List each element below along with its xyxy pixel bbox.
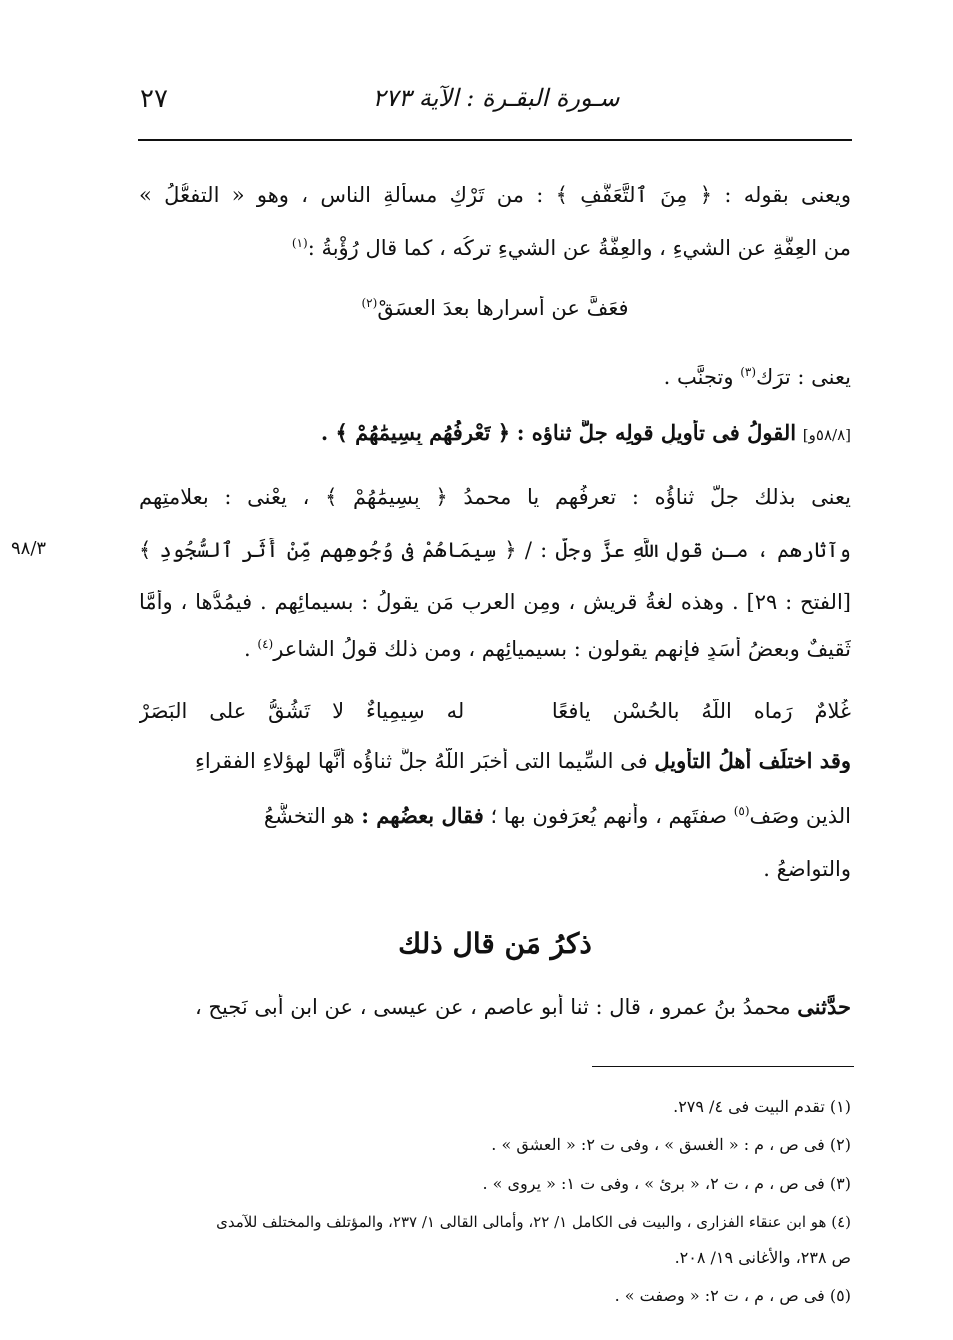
text-line-12 [139,803,851,828]
section-heading: ذكرُ مَن قال ذلك [398,927,592,960]
verse-heading-label: القولُ فى تأويلِ قولِه جلَّ ثناؤه : [516,420,797,445]
text-line-13: والتواضعُ . [763,857,851,881]
poetry-verse-1-text: فعَفَّ عن أسرارِها بعدَ العسَقْ [377,296,629,320]
poetry-verse-2: غُلامٌ رَماه اللَّهُ بالحُسْنِ يافعًا له سِيمِياءٌ لا تَشُقُّ على البَصَرْ [139,699,851,723]
text-line-4 [139,365,851,389]
footnote-separator [592,1066,854,1067]
text-line-4-a: يعنى : ترَك [756,365,851,389]
footnote-1: (١) تقدم البيت فى ٤/ ٢٧٩. [673,1097,851,1116]
page-number: ٢٧ [140,84,168,114]
manuscript-leaf-marker: [٥٨/٨و] [802,426,851,444]
text-line-6: يعنى بذلك جلَّ ثناؤُه : تعرِفُهم يا محمدُ ﴿ بِسِيمَٰهُمْ ﴾ ، يعْنى : بعلامتِهم [139,485,851,509]
poetry-verse-1 [139,296,851,320]
text-line-2-content: من العِفَّةِ عن الشيءِ ، والعِفَّةُ عن الشيءِ تركُه ، كما قال رُؤْبةُ : [307,236,851,260]
text-line-14-bold: حدَّثنى [797,994,851,1019]
text-line-12-c: هو التخشُّعُ [263,804,362,828]
footnote-4-line-2: ص ٢٣٨، والأغانى ١٩/ ٢٠٨. [674,1248,851,1267]
running-title: سـورة البقـرة : الآية ٢٧٣ [372,84,620,112]
footnote-ref-1: (١) [291,236,308,250]
text-line-12-bold: فقال بعضُهم : [361,803,484,828]
text-line-9 [139,637,851,661]
text-line-9-content: ثَقيفٌ وبعضُ أسَدٍ فإنهم يقولون : بسيميائِهم ، ومن ذلك قولُ الشاعرِ [273,637,851,661]
text-line-11 [139,748,851,773]
text-line-8: [الفتح : ٢٩] . وهذه لغةُ قريشٍ ، ومِن العربِ مَن يقولُ : بسيمائِهم . فيمُدُّها ، وأمَّا [139,590,851,614]
footnote-2: (٢) فى ص ، م : « الغسق » ، وفى ت ٢: « العشق » . [491,1135,851,1154]
text-line-2 [139,236,851,260]
text-line-14 [139,994,851,1019]
margin-reference: ٩٨/٣ [11,538,47,559]
text-line-4-b: وتجنَّب . [663,365,741,389]
text-line-7: وآثارِهم ، مـن قولِ اللَّهِ عزَّ وجلَّ : / ﴿ سِيمَاهُمْ فِى وُجُوهِهِم مِّنْ أَثَرِ ٱلسُّجُودِ ﴾ [139,538,851,562]
text-line-14-content: محمدُ بنُ عمرٍو ، قال : ثنا أبو عاصمٍ ، عن عيسى ، عن ابنِ أبى نَجيحٍ ، [194,995,798,1019]
header-rule [138,139,852,141]
footnote-ref-4: (٤) [257,637,274,651]
text-line-12-a: الذين وصَف [749,804,851,828]
footnote-ref-3: (٣) [740,365,757,379]
verse-heading [139,420,851,445]
footnote-ref-5: (٥) [733,804,750,818]
quran-quote: ﴿ تَعْرِفُهُم بِسِيمَٰهُمْ ﴾ . [320,420,510,445]
footnote-ref-2: (٢) [361,296,378,310]
text-line-11-content: فى السِّيما التى أَخبَر اللَّهُ جلَّ ثناؤُه أنَّها لهؤلاءِ الفقراءِ [195,749,655,773]
text-line-12-b: صفتَهم ، وأنهم يُعرَفون بها ؛ [483,804,734,828]
page-header [140,84,852,128]
footnote-3: (٣) فى ص ، م ، ت ٢، « برئ » ، وفى ت ١: « يروى » . [482,1174,851,1193]
text-line-11-bold: وقد اختلَف أهلُ التأويلِ [654,748,851,773]
text-line-9-end: . [244,637,258,661]
footnote-4-line-1: (٤) هو ابن عنقاء الفزارى ، والبيت فى الكامل ١/ ٢٢، وأمالى القالى ١/ ٢٣٧، والمؤتلف والمختلف للآمدى [216,1213,851,1231]
footnote-5: (٥) فى ص ، م ، ت ٢: « وصفت » . [614,1286,851,1305]
text-line-1: ويعنى بقوله : ﴿ مِنَ ٱلتَّعَفُّفِ ﴾ : من تَرْكِ مسألةِ الناسِ ، وهو « التفعُّلُ » [139,183,851,207]
